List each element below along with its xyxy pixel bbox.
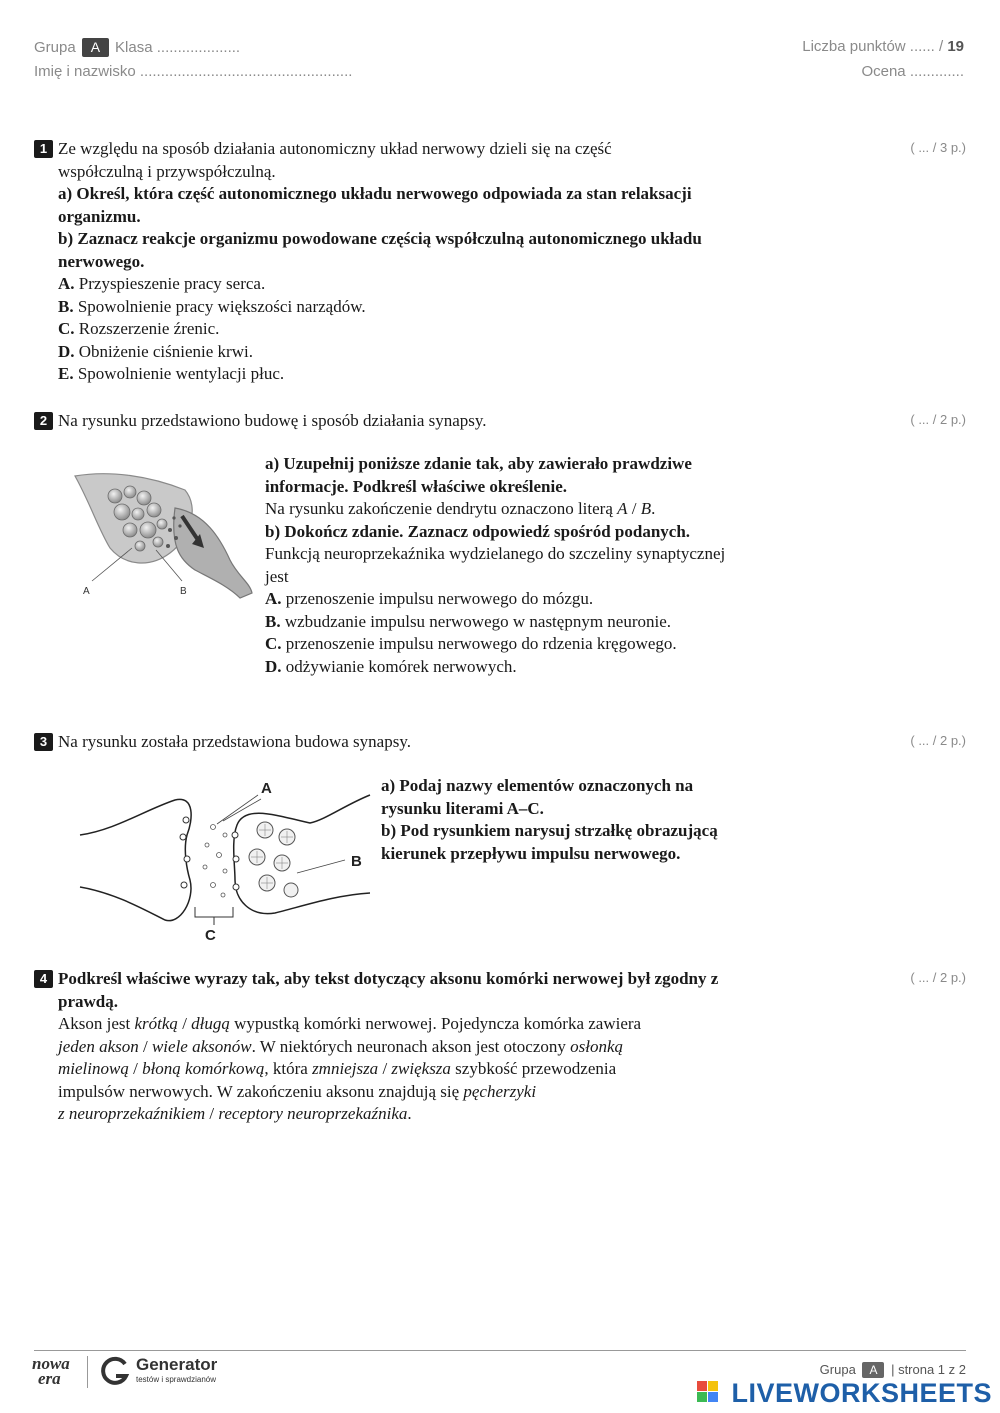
choice-a[interactable]: A [617,499,628,518]
task-1-intro: 1 Ze względu na sposób działania autonomiczny układ nerwowy dzieli się na część [34,138,734,161]
nowa-era-logo: nowa era [32,1354,70,1388]
task-1-question-a: a) Określ, która część autonomicznego układu nerwowego odpowiada za stan relaksacji organizmu. [58,184,692,226]
generator-icon [100,1356,130,1386]
label-b: B [180,586,187,597]
points-total: 19 [947,38,964,55]
task-4-points: ( ... / 2 p.) [910,970,966,985]
choice[interactable]: z neuroprzekaźnikiem [58,1104,206,1123]
task-number: 4 [34,970,53,988]
synapse-illustration [70,468,255,603]
choice[interactable]: zwiększa [391,1059,451,1078]
task-3-question-b: b) Pod rysunkiem narysuj strzałkę obrazującą kierunek przepływu impulsu nerwowego. [381,821,718,863]
task-1-option[interactable]: D. Obniżenie ciśnienie krwi. [58,341,253,361]
task-2-option[interactable]: C. przenoszenie impulsu nerwowego do rdzenia kręgowego. [265,634,677,653]
task-number: 3 [34,733,53,751]
label-c: C [205,927,216,944]
task-2-stem: Funkcją neuroprzekaźnika wydzielanego do szczeliny synaptycznej jest [265,544,726,586]
synapse-diagram [75,775,375,945]
task-1 [34,138,734,386]
generator-logo: Generator testów i sprawdzianów [136,1355,218,1384]
task-number: 2 [34,412,53,430]
header-group [34,38,240,57]
label-a: A [261,780,272,797]
class-field: Klasa .................... [115,39,241,56]
choice[interactable]: zmniejsza [312,1059,379,1078]
task-2-option[interactable]: D. odżywianie komórek nerwowych. [265,656,517,676]
choice[interactable]: pęcherzyki [463,1081,537,1101]
group-label: Grupa [34,39,76,56]
footer-page-info: Grupa A | strona 1 z 2 [819,1362,966,1377]
label-a: A [83,586,90,597]
task-2-option[interactable]: B. wzbudzanie impulsu nerwowego w następnym neuronie. [265,611,672,631]
footer-group-badge: A [862,1362,884,1378]
task-1-option[interactable]: C. Rozszerzenie źrenic. [58,319,220,338]
task-1-intro-cont: współczulną i przywspółczulną. [58,161,276,181]
task-4-instruction: 4 Podkreśl właściwe wyrazy tak, aby tekst dotyczący aksonu komórki nerwowej był zgodny z prawdą. [34,968,734,1013]
task-3-question-a: a) Podaj nazwy elementów oznaczonych na rysunku literami A–C. [381,776,694,818]
label-b: B [351,853,362,870]
task-2-sentence: Na rysunku zakończenie dendrytu oznaczono literą A / B. [265,499,656,518]
choice[interactable]: osłonką [570,1036,624,1056]
choice[interactable]: jeden akson [58,1036,139,1056]
task-1-option[interactable]: E. Spowolnienie wentylacji płuc. [58,364,285,383]
choice[interactable]: długą [191,1014,230,1033]
task-2-question-a: a) Uzupełnij poniższe zdanie tak, aby zawierało prawdziwe informacje. Podkreśl właściwe określenie. [265,454,692,496]
task-3-intro: 3 Na rysunku została przedstawiona budowa synapsy. [34,731,734,754]
liveworksheets-icon [697,1381,719,1403]
choice[interactable]: mielinową [58,1059,129,1078]
grade-field: Ocena ............. [861,63,964,80]
task-4-text: Akson jest krótką / długą wypustką komórki nerwowej. Pojedyncza komórka zawiera jeden akson / wiele aksonów. W niektórych neuronach akson jest otoczony osłonką mielinową / błoną komórkową, która zmniejsza / zwiększa szybkość przewodzenia impulsów nerwowych. W zakończeniu aksonu znajdują się pęcherzyki z neuroprzekaźnikiem / receptory neuroprzekaźnika. [58,1014,642,1123]
task-1-points: ( ... / 3 p.) [910,140,966,155]
task-1-option[interactable]: A. Przyspieszenie pracy serca. [58,274,266,293]
group-badge: A [82,38,109,57]
choice-b[interactable]: B [640,499,652,518]
presynaptic-outline [80,799,191,920]
points-label: Liczba punktów ...... / [802,38,944,55]
task-3-points: ( ... / 2 p.) [910,733,966,748]
task-4 [34,968,734,1126]
points-field [802,38,964,55]
footer-divider [34,1350,966,1351]
choice[interactable]: wiele aksonów [151,1036,252,1056]
task-1-option[interactable]: B. Spowolnienie pracy większości narządów. [58,296,366,316]
choice[interactable]: krótką [134,1014,178,1033]
task-1-question-b: b) Zaznacz reakcje organizmu powodowane częścią współczulną autonomicznego układu nerwowego. [58,229,702,271]
name-field: Imię i nazwisko ................................................... [34,63,353,80]
task-2-questions [265,453,735,678]
task-2-intro: 2 Na rysunku przedstawiono budowę i sposób działania synapsy. [34,410,734,433]
choice[interactable]: receptory neuroprzekaźnika [218,1104,408,1123]
task-2-option[interactable]: A. przenoszenie impulsu nerwowego do mózgu. [265,589,594,608]
task-2-question-b: b) Dokończ zdanie. Zaznacz odpowiedź spośród podanych. [265,521,691,541]
choice[interactable]: błoną komórkową [142,1059,265,1078]
task-3-questions [381,775,736,865]
task-2-points: ( ... / 2 p.) [910,412,966,427]
logo-divider [87,1356,88,1388]
liveworksheets-watermark: LIVEWORKSHEETS [731,1378,992,1408]
task-number: 1 [34,140,53,158]
